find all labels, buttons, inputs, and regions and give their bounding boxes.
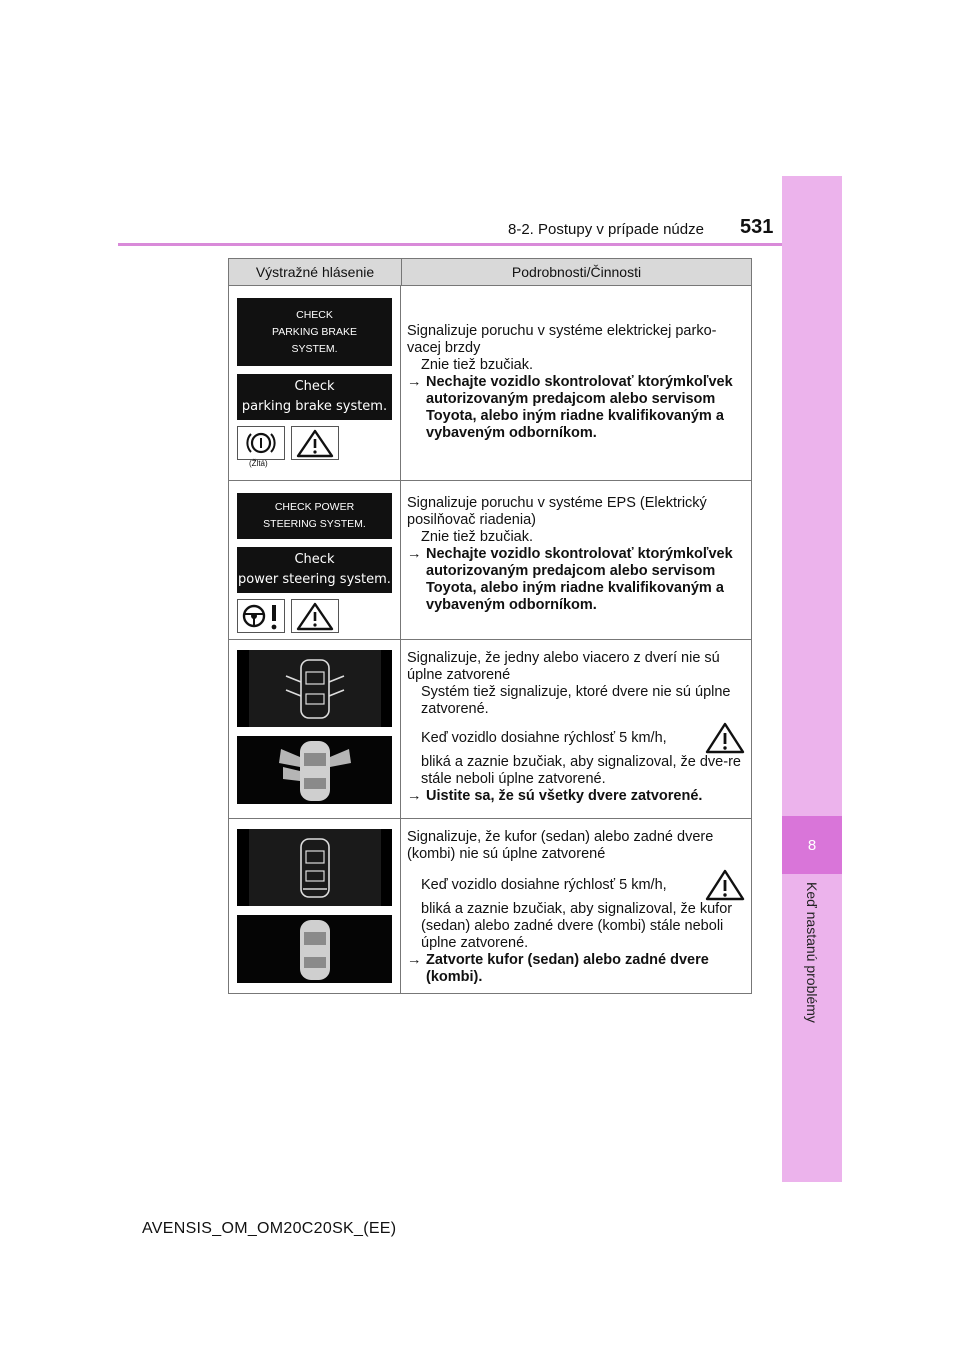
warning-triangle-icon	[291, 426, 339, 460]
warning-visuals	[229, 481, 401, 639]
action-text: Uistite sa, že sú všetky dvere zatvorené.	[426, 788, 703, 804]
warning-messages-table	[228, 258, 752, 994]
icon-color-note: (Žltá)	[249, 459, 268, 468]
warning-triangle-icon	[291, 599, 339, 633]
indicator-icons	[237, 426, 392, 460]
chapter-number: 8	[782, 816, 842, 874]
door-open-display	[237, 650, 392, 727]
header-details-actions: Podrobnosti/Činnosti	[511, 264, 642, 280]
arrow-icon: →	[407, 546, 422, 562]
action-text: Zatvorte kufor (sedan) alebo zadné dvere (kombi).	[426, 952, 709, 985]
warning-triangle-icon	[705, 869, 745, 901]
chapter-title: Keď nastanú problémy	[804, 882, 820, 1023]
trunk-open-car-image	[237, 915, 392, 983]
arrow-icon: →	[407, 788, 422, 804]
warning-visuals	[229, 640, 401, 818]
chapter-side-tab	[782, 176, 842, 1182]
table-row	[229, 819, 751, 993]
power-steering-display-alt: Check power steering system.	[237, 547, 392, 593]
chapter-title-container	[782, 876, 842, 1056]
warning-visuals	[229, 819, 401, 993]
steering-warning-icon	[237, 599, 285, 633]
parking-brake-icon	[237, 426, 285, 460]
car-trunk-open-icon	[285, 833, 345, 903]
action-text: Nechajte vozidlo skontrolovať ktorýmkoľvek autorizovaným predajcom alebo servisom Toyota, alebo iným riadne kvalifikovaným a vybaveným odborníkom.	[426, 546, 733, 613]
table-row	[229, 481, 751, 640]
car-top-view-icon	[255, 916, 375, 982]
power-steering-display: CHECK POWER STEERING SYSTEM.	[237, 493, 392, 539]
arrow-icon: →	[407, 374, 422, 390]
document-code: AVENSIS_OM_OM20C20SK_(EE)	[142, 1220, 397, 1237]
car-top-view-icon	[255, 737, 375, 803]
table-row	[229, 286, 751, 481]
car-doors-open-icon	[270, 654, 360, 724]
action-text: Nechajte vozidlo skontrolovať ktorýmkoľvek autorizovaným predajcom alebo servisom Toyota, alebo iným riadne kvalifikovaným a vybaveným odborníkom.	[426, 374, 733, 441]
table-row	[229, 640, 751, 819]
warning-visuals	[229, 286, 401, 480]
door-open-car-image	[237, 736, 392, 804]
trunk-open-display	[237, 829, 392, 906]
section-title: 8-2. Postupy v prípade núdze	[508, 221, 704, 238]
arrow-icon: →	[407, 952, 422, 968]
page-number: 531	[740, 216, 774, 238]
parking-brake-display: CHECK PARKING BRAKE SYSTEM.	[237, 298, 392, 366]
indicator-icons	[237, 599, 392, 633]
speed-text: Keď vozidlo dosiahne rýchlosť 5 km/h,	[421, 876, 667, 893]
parking-brake-display-alt: Check parking brake system.	[237, 374, 392, 420]
header-divider	[118, 243, 782, 246]
details-cell: Signalizuje, že kufor (sedan) alebo zadné dvere (kombi) nie sú úplne zatvorené Keď vozidlo dosiahne rýchlosť 5 km/h, bliká a zaznie bzučiak, aby signalizoval, že kufor (sedan) alebo zadné dvere (kombi) stále neboli úplne zatvorené. → Zatvorte kufor (sedan) alebo zadné dvere (kombi).	[401, 819, 751, 993]
table-header	[229, 259, 751, 286]
speed-text: Keď vozidlo dosiahne rýchlosť 5 km/h,	[421, 729, 667, 746]
details-cell: Signalizuje poruchu v systéme EPS (Elektrický posilňovač riadenia) Znie tiež bzučiak. → Nechajte vozidlo skontrolovať ktorýmkoľvek autorizovaným predajcom alebo servisom Toyota, alebo iným riadne kvalifikovaným a vybaveným odborníkom.	[401, 481, 751, 639]
details-cell: Signalizuje, že jedny alebo viacero z dverí nie sú úplne zatvorené Systém tiež signalizuje, ktoré dvere nie sú úplne zatvorené. Keď vozidlo dosiahne rýchlosť 5 km/h, bliká a zaznie bzučiak, aby signalizoval, že dve-re stále neboli úplne zatvorené. → Uistite sa, že sú všetky dvere zatvorené.	[401, 640, 751, 818]
details-cell: Signalizuje poruchu v systéme elektrickej parko- vacej brzdy Znie tiež bzučiak. → Nechajte vozidlo skontrolovať ktorýmkoľvek autorizovaným predajcom alebo servisom Toyota, alebo iným riadne kvalifikovaným a vybaveným odborníkom.	[401, 286, 751, 480]
header-warning-message: Výstražné hlásenie	[229, 259, 402, 285]
warning-triangle-icon	[705, 722, 745, 754]
